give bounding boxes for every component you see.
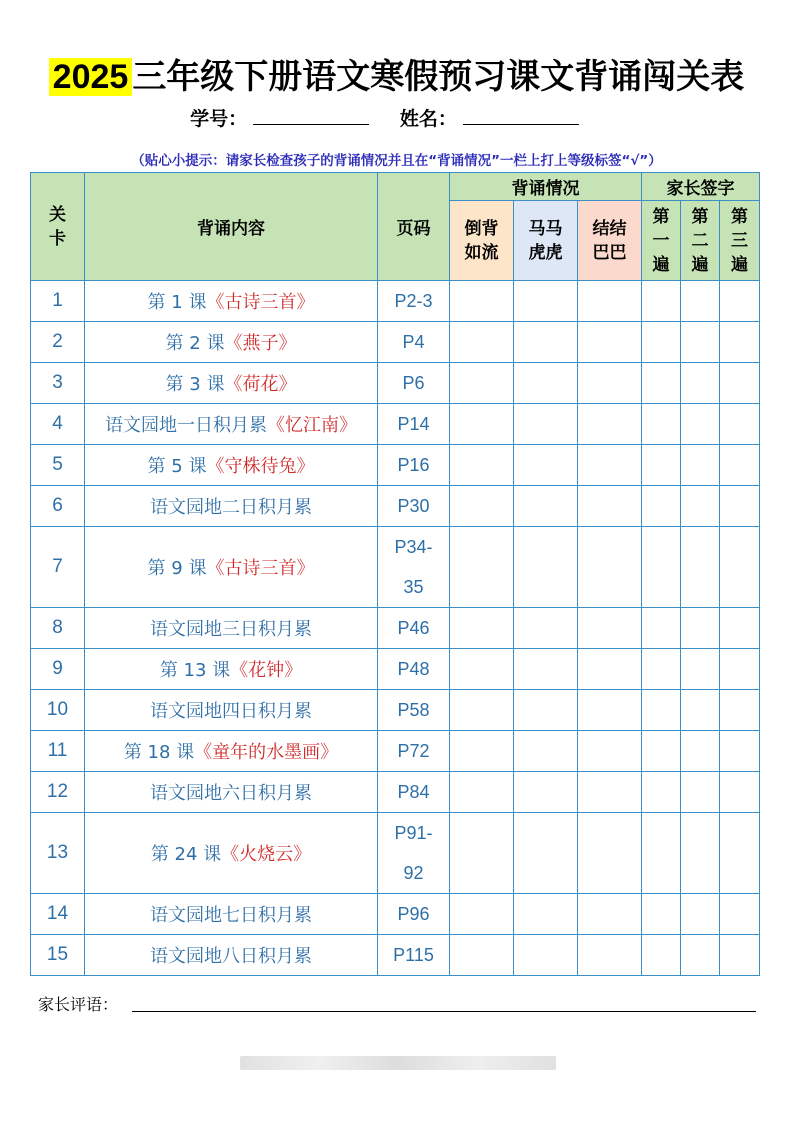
page-number [378,813,450,894]
sign-first-cell[interactable] [642,894,681,935]
page-number [378,935,450,976]
page-text: P48 [397,659,430,679]
page-number [378,649,450,690]
grade-stutter-cell[interactable] [578,281,642,322]
grade-fluent-header [450,201,514,281]
table-row [31,404,760,445]
grade-fluent-cell[interactable] [450,527,514,608]
recite-content [85,894,378,935]
blurred-watermark [240,1056,556,1070]
sign-third-cell[interactable] [720,731,760,772]
sign-third-cell[interactable] [720,772,760,813]
grade-stutter-cell[interactable] [578,813,642,894]
grade-fluent-cell[interactable] [450,486,514,527]
lesson-title: 《火烧云》 [221,844,312,865]
content-prefix: 语文园地七日积月累 [150,905,312,926]
grade-fluent-cell[interactable] [450,363,514,404]
sign-first-cell[interactable] [642,935,681,976]
sign-first-cell[interactable] [642,772,681,813]
level-number: 15 [31,935,85,976]
sign-third-cell[interactable] [720,935,760,976]
content-prefix: 语文园地四日积月累 [150,701,312,722]
grade-careless-cell[interactable] [514,486,578,527]
col-level-text: 关 卡 [49,204,66,249]
table-row [31,690,760,731]
group-sign-header: 家长签字 [642,173,760,201]
grade-stutter-cell[interactable] [578,690,642,731]
recite-content [85,527,378,608]
sign-first-cell[interactable] [642,445,681,486]
table-row [31,445,760,486]
level-number: 11 [31,731,85,772]
sign-second-cell[interactable] [681,772,720,813]
grade-careless-cell[interactable] [514,608,578,649]
lesson-title: 《荷花》 [224,374,297,395]
grade-careless-cell[interactable] [514,445,578,486]
sign-second-cell[interactable] [681,445,720,486]
sign-label: 第 三 遍 [731,206,748,275]
grade-fluent-cell[interactable] [450,935,514,976]
grade-careless-cell[interactable] [514,772,578,813]
content-prefix: 语文园地一日积月累 [105,415,267,436]
sign-third-cell[interactable] [720,322,760,363]
sign-first-cell[interactable] [642,486,681,527]
sign-third-cell[interactable] [720,404,760,445]
sign-second-cell[interactable] [681,281,720,322]
sign-first-cell[interactable] [642,281,681,322]
content-prefix: 语文园地二日积月累 [150,497,312,518]
level-number: 3 [31,363,85,404]
recite-content [85,608,378,649]
sign-third-cell[interactable] [720,363,760,404]
sign-first-header [642,201,681,281]
content-prefix: 第 3 课 [165,374,225,395]
grade-careless-cell[interactable] [514,894,578,935]
grade-careless-cell[interactable] [514,322,578,363]
page-text: P84 [397,782,430,802]
page-part-b: 35 [403,577,424,597]
page-part-b: 92 [403,863,424,883]
grade-careless-cell[interactable] [514,935,578,976]
table-row [31,281,760,322]
table-row [31,935,760,976]
comment-field[interactable] [132,1011,756,1012]
grade-stutter-cell[interactable] [578,404,642,445]
grade-stutter-cell[interactable] [578,363,642,404]
grade-stutter-cell[interactable] [578,649,642,690]
grade-stutter-header [578,201,642,281]
grade-label: 倒背 如流 [464,218,499,263]
grade-fluent-cell[interactable] [450,894,514,935]
sign-first-cell[interactable] [642,322,681,363]
col-content-header: 背诵内容 [85,173,378,281]
table-row [31,731,760,772]
page-text: P6 [402,373,425,393]
sign-second-cell[interactable] [681,690,720,731]
content-prefix: 第 9 课 [147,558,207,579]
student-no-field[interactable] [253,104,369,125]
sign-second-cell[interactable] [681,404,720,445]
page-number [378,527,450,608]
grade-label: 结结 巴巴 [592,218,627,263]
table-row [31,608,760,649]
grade-careless-cell[interactable] [514,690,578,731]
grade-fluent-cell[interactable] [450,445,514,486]
grade-careless-cell[interactable] [514,363,578,404]
page-text: P46 [397,618,430,638]
page-text: P96 [397,904,430,924]
sign-third-cell[interactable] [720,894,760,935]
recite-content [85,281,378,322]
recite-content [85,404,378,445]
title-text: 三年级下册语文寒假预习课文背诵闯关表 [132,57,745,97]
recite-content [85,813,378,894]
grade-careless-cell[interactable] [514,731,578,772]
level-number: 6 [31,486,85,527]
sign-first-cell[interactable] [642,690,681,731]
table-row [31,813,760,894]
sign-first-cell[interactable] [642,649,681,690]
page-number [378,486,450,527]
lesson-title: 《古诗三首》 [206,558,315,579]
level-number: 8 [31,608,85,649]
page-number [378,894,450,935]
content-prefix: 第 18 课 [123,742,195,763]
sign-label: 第 一 遍 [652,206,670,275]
content-prefix: 第 1 课 [147,292,207,313]
page-number [378,322,450,363]
content-prefix: 第 24 课 [150,844,222,865]
level-number: 1 [31,281,85,322]
grade-fluent-cell[interactable] [450,404,514,445]
student-info [0,104,793,131]
level-number: 5 [31,445,85,486]
grade-stutter-cell[interactable] [578,731,642,772]
recite-content [85,322,378,363]
recite-content [85,690,378,731]
page-part-a: P91- [394,823,433,843]
grade-fluent-cell[interactable] [450,731,514,772]
sign-second-header [681,201,720,281]
lesson-title: 《古诗三首》 [206,292,315,313]
content-prefix: 第 2 课 [165,333,225,354]
grade-label: 马马 虎虎 [528,218,563,263]
page-text: P16 [397,455,430,475]
page-text: P72 [397,741,430,761]
recitation-table [30,172,760,976]
page-number [378,608,450,649]
level-number: 10 [31,690,85,731]
grade-fluent-cell[interactable] [450,813,514,894]
sign-second-cell[interactable] [681,649,720,690]
grade-fluent-cell[interactable] [450,772,514,813]
sign-third-cell[interactable] [720,690,760,731]
grade-careless-cell[interactable] [514,281,578,322]
level-number: 14 [31,894,85,935]
grade-stutter-cell[interactable] [578,445,642,486]
page-number [378,363,450,404]
table-row [31,486,760,527]
page-number [378,404,450,445]
sign-second-cell[interactable] [681,608,720,649]
sign-second-cell[interactable] [681,894,720,935]
recite-content [85,731,378,772]
grade-careless-cell[interactable] [514,527,578,608]
level-number: 4 [31,404,85,445]
grade-careless-header [514,201,578,281]
content-prefix: 第 5 课 [147,456,207,477]
grade-fluent-cell[interactable] [450,608,514,649]
lesson-title: 《童年的水墨画》 [194,742,339,763]
col-page-header: 页码 [378,173,450,281]
grade-careless-cell[interactable] [514,813,578,894]
page-text: P2-3 [394,291,433,311]
page-title [0,54,793,100]
sign-third-cell[interactable] [720,527,760,608]
page-number [378,281,450,322]
lesson-title: 《忆江南》 [267,415,357,436]
level-number: 7 [31,527,85,608]
table-row [31,322,760,363]
page-number [378,690,450,731]
grade-stutter-cell[interactable] [578,894,642,935]
grade-stutter-cell[interactable] [578,935,642,976]
grade-careless-cell[interactable] [514,404,578,445]
level-number: 13 [31,813,85,894]
group-recite-header: 背诵情况 [450,173,642,201]
sign-second-cell[interactable] [681,363,720,404]
sign-first-cell[interactable] [642,731,681,772]
tip-text: （贴心小提示：请家长检查孩子的背诵情况并且在“背诵情况”一栏上打上等级标签“√”） [131,153,662,169]
sign-first-cell[interactable] [642,404,681,445]
recite-content [85,649,378,690]
student-no-label: 学号： [190,108,248,130]
content-prefix: 第 13 课 [159,660,231,681]
page-number [378,731,450,772]
grade-stutter-cell[interactable] [578,322,642,363]
grade-fluent-cell[interactable] [450,690,514,731]
lesson-title: 《守株待兔》 [206,456,315,477]
page-text: P30 [397,496,430,516]
grade-stutter-cell[interactable] [578,772,642,813]
content-prefix: 语文园地三日积月累 [150,619,312,640]
page-number [378,445,450,486]
col-level-header [31,173,85,281]
recite-content [85,363,378,404]
table-row [31,649,760,690]
sign-first-cell[interactable] [642,813,681,894]
name-label: 姓名： [399,108,457,130]
sign-second-cell[interactable] [681,935,720,976]
recite-content [85,935,378,976]
sign-second-cell[interactable] [681,322,720,363]
content-prefix: 语文园地八日积月累 [150,946,312,967]
page-number [378,772,450,813]
page-text: P4 [402,332,425,352]
sign-second-cell[interactable] [681,813,720,894]
grade-fluent-cell[interactable] [450,322,514,363]
sign-label: 第 二 遍 [691,206,709,275]
level-number: 2 [31,322,85,363]
grade-stutter-cell[interactable] [578,486,642,527]
title-year: 2025 [49,58,133,96]
page-text: P14 [397,414,430,434]
lesson-title: 《花钟》 [230,660,303,681]
sign-third-cell[interactable] [720,281,760,322]
sign-third-cell[interactable] [720,445,760,486]
sign-second-cell[interactable] [681,527,720,608]
grade-stutter-cell[interactable] [578,608,642,649]
level-number: 12 [31,772,85,813]
table-row [31,527,760,608]
table-row [31,363,760,404]
sign-third-cell[interactable] [720,649,760,690]
content-prefix: 语文园地六日积月累 [150,783,312,804]
grade-stutter-cell[interactable] [578,527,642,608]
sign-third-cell[interactable] [720,608,760,649]
sign-third-header [720,201,760,281]
grade-fluent-cell[interactable] [450,281,514,322]
recite-content [85,445,378,486]
level-number: 9 [31,649,85,690]
sign-first-cell[interactable] [642,527,681,608]
page-text: P58 [397,700,430,720]
grade-careless-cell[interactable] [514,649,578,690]
table-row [31,772,760,813]
page-part-a: P34- [394,537,433,557]
comment-label: 家长评语： [38,995,119,1014]
sign-third-cell[interactable] [720,486,760,527]
name-field[interactable] [463,104,579,125]
grade-fluent-cell[interactable] [450,649,514,690]
sign-second-cell[interactable] [681,731,720,772]
sign-first-cell[interactable] [642,608,681,649]
sign-second-cell[interactable] [681,486,720,527]
sign-first-cell[interactable] [642,363,681,404]
recite-content [85,486,378,527]
table-row [31,894,760,935]
recite-content [85,772,378,813]
page-text: P115 [393,945,434,965]
sign-third-cell[interactable] [720,813,760,894]
lesson-title: 《燕子》 [224,333,297,354]
